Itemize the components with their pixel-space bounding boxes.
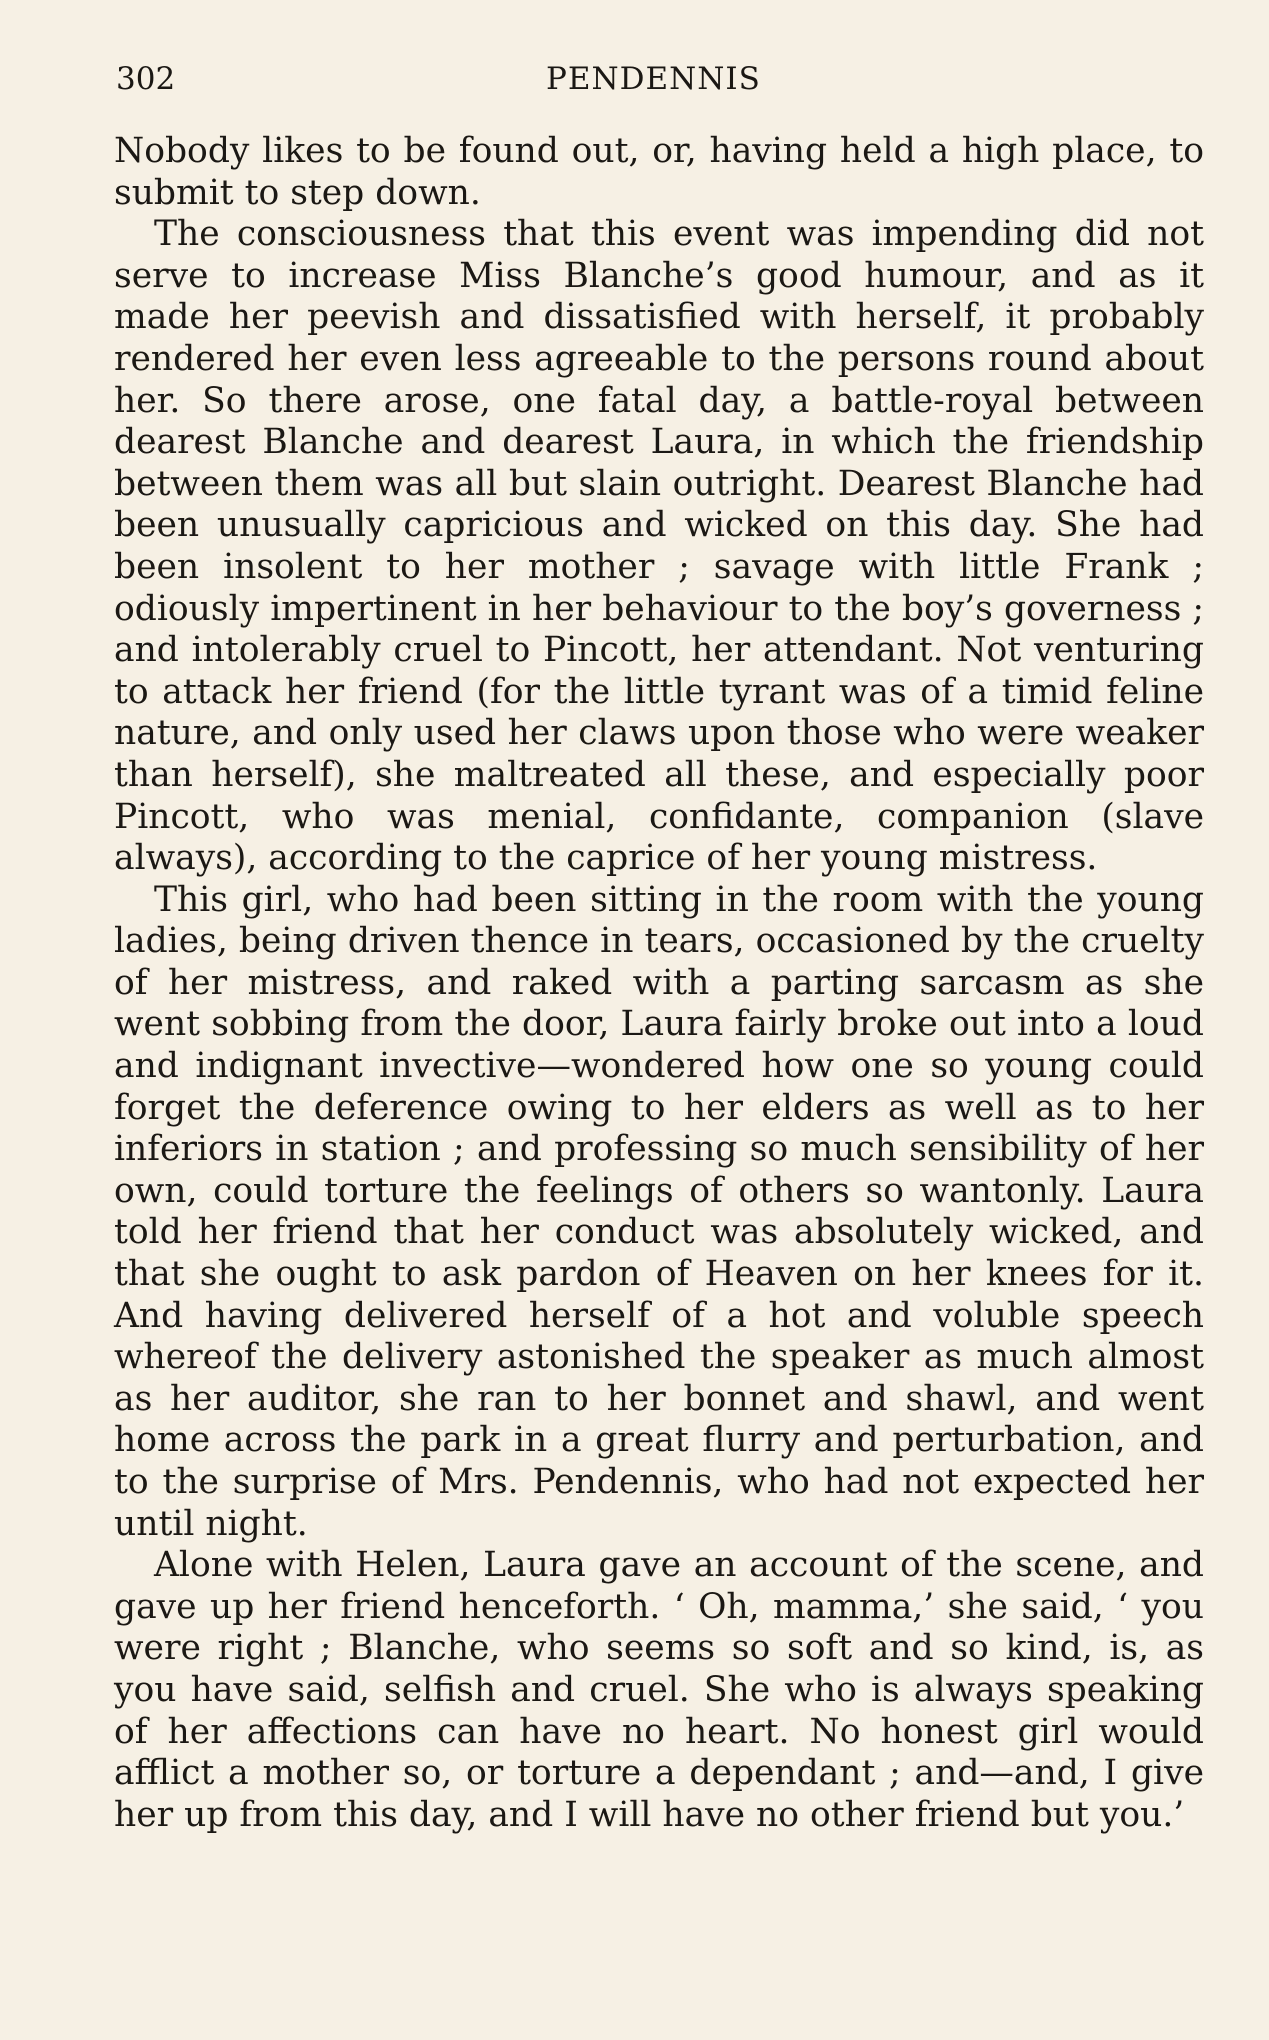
page-number: 302 xyxy=(116,61,176,97)
paragraph-3: This girl, who had been sitting in the room with the young ladies, being driven thence in tears, occasioned by the cruelty of her mistress, and raked with a parting sarcasm as she went sobbing from the door, Laura fairly broke out into a loud and indignant invective—wondered how one so young could forget the deference owing to her elders as well as to her inferiors in station ; and professing so much sensibility of her own, could torture the feelings of others so wantonly. Laura told her friend that her conduct was absolutely wicked, and that she ought to ask pardon of Heaven on her knees for it. And having delivered herself of a hot and voluble speech whereof the delivery astonished the speaker as much almost as her auditor, she ran to her bonnet and shawl, and went home across the park in a great flurry and perturbation, and to the surprise of Mrs. Pendennis, who had not expected her until night. xyxy=(114,879,1204,1544)
running-head: PENDENNIS xyxy=(546,61,761,97)
paragraph-1: Nobody likes to be found out, or, having held a high place, to submit to step down. xyxy=(114,131,1204,213)
paragraph-4: Alone with Helen, Laura gave an account of the scene, and gave up her friend henceforth. ‘ Oh, mamma,’ she said, ‘ you were right ; Blanche, who seems so soft and so kind, is, as you have said, selfish and cruel. She who is always speaking of her affections can have no heart. No honest girl would afflict a mother so, or torture a dependant ; and—and, I give her up from this day, and I will have no other friend but you.’ xyxy=(114,1545,1204,1835)
paragraph-2: The consciousness that this event was impending did not serve to increase Miss Blanche’s good humour, and as it made her peevish and dissatisfied with herself, it probably rendered her even less agreeable to the persons round about her. So there arose, one fatal day, a battle-royal between dearest Blanche and dearest Laura, in which the friendship between them was all but slain outright. Dearest Blanche had been unusually capricious and wicked on this day. She had been insolent to her mother ; savage with little Frank ; odiously impertinent in her behaviour to the boy’s governess ; and intolerably cruel to Pincott, her attendant. Not venturing to attack her friend (for the little tyrant was of a timid feline nature, and only used her claws upon those who were weaker than herself), she maltreated all these, and especially poor Pincott, who was menial, confidante, companion (slave always), according to the caprice of her young mistress. xyxy=(114,214,1204,879)
body-text xyxy=(114,131,1204,1836)
page-header xyxy=(116,55,1206,103)
